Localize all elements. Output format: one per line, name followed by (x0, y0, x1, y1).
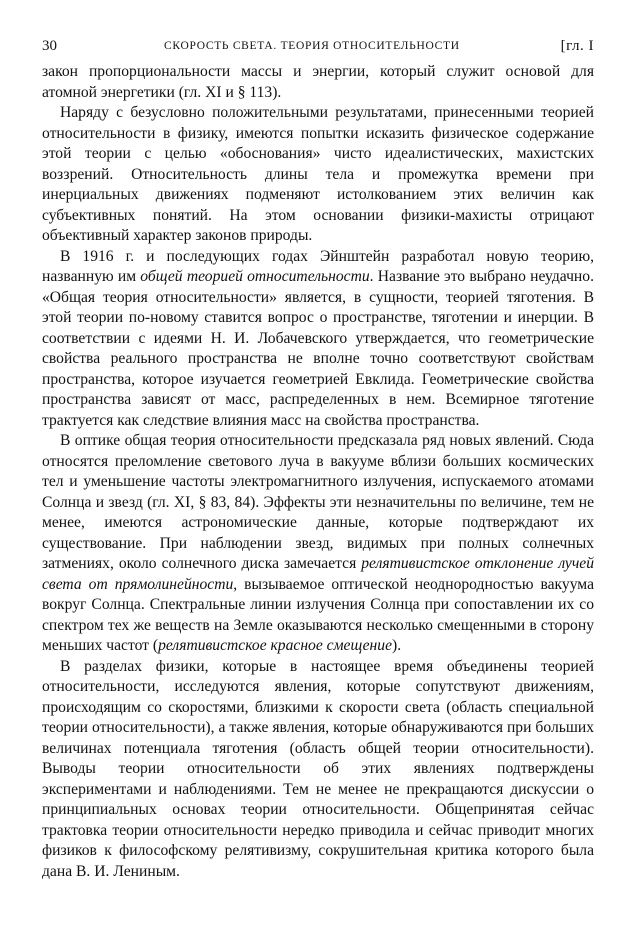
body-text (42, 62, 594, 882)
page-number: 30 (42, 38, 57, 54)
paragraph: В 1916 г. и последующих годах Эйнштейн разработал новую теорию, названную им общей теорией относительности. Название это выбрано неудачно. «Общая теория относительности» является, в сущности, теорией тяготения. В этой теории по-новому ставится вопрос о пространстве, тяготении и инерции. В соответствии с идеями Н. И. Лобачевского утверждается, что геометрические свойства реального пространства не вполне точно соответствуют свойствам пространства, которое изучается геометрией Евклида. Геометрические свойства пространства зависят от масс, распределенных в нем. Всемирное тяготение трактуется как следствие влияния масс на свойства пространства. (42, 247, 594, 429)
page-header (42, 38, 594, 62)
emphasis-term: общей теорией относительности (140, 268, 370, 285)
emphasis-term: релятивистское красное смещение (158, 637, 393, 654)
paragraph: В оптике общая теория относительности предсказала ряд новых явлений. Сюда относятся преломление светового луча в вакууме вблизи больших космических тел и уменьшение частоты электромагнитного излучения, испускаемого атомами Солнца и звезд (гл. XI, § 83, 84). Эффекты эти незначительны по величине, тем не менее, имеются астрономические данные, которые подтверждают их существование. При наблюдении звезд, видимых при полных солнечных затмениях, около солнечного диска замечается релятивистское отклонение лучей света от прямолинейности, вызываемое оптической неоднородностью вакуума вокруг Солнца. Спектральные линии излучения Солнца при сопоставлении их со спектром тех же веществ на Земле оказываются несколько смещенными в сторону меньших частот (релятивистское красное смещение). (42, 432, 594, 654)
paragraph: В разделах физики, которые в настоящее время объединены теорией относительности, исследуются явления, которые сопутствуют движениям, происходящим со скоростями, близкими к скорости света (область специальной теории относительности), а также явления, которые обнаруживаются при больших величинах потенциала тяготения (область общей теории относительности). Выводы теории относительности об этих явлениях подтверждены экспериментами и наблюдениями. Тем не менее не прекращаются дискуссии о принципиальных основах теории относительности. Общепринятая сейчас трактовка теории относительности нередко приводила и сейчас приводит многих физиков к философскому релятивизму, сокрушительная критика которого была дана В. И. Лениным. (42, 657, 594, 880)
emphasis-term: релятивистское отклонение лучей света от прямолинейности (42, 555, 594, 593)
paragraph: Наряду с безусловно положительными результатами, принесенными теорией относительности в физику, имеются попытки исказить физическое содержание этой теории с целью «обоснования» чисто идеалистических, махистских воззрений. Относительность длины тела и промежутка времени при инерциальных движениях подменяют истолкованием этих величин как субъективных понятий. На этом основании физики-махисты отрицают объективный характер законов природы. (42, 104, 594, 244)
chapter-reference: [гл. I (560, 38, 594, 54)
book-page (42, 38, 594, 882)
running-title: СКОРОСТЬ СВЕТА. ТЕОРИЯ ОТНОСИТЕЛЬНОСТИ (164, 40, 460, 52)
paragraph-continued: закон пропорциональности массы и энергии, который служит основой для атомной энергетики (гл. XI и § 113). (42, 63, 594, 101)
